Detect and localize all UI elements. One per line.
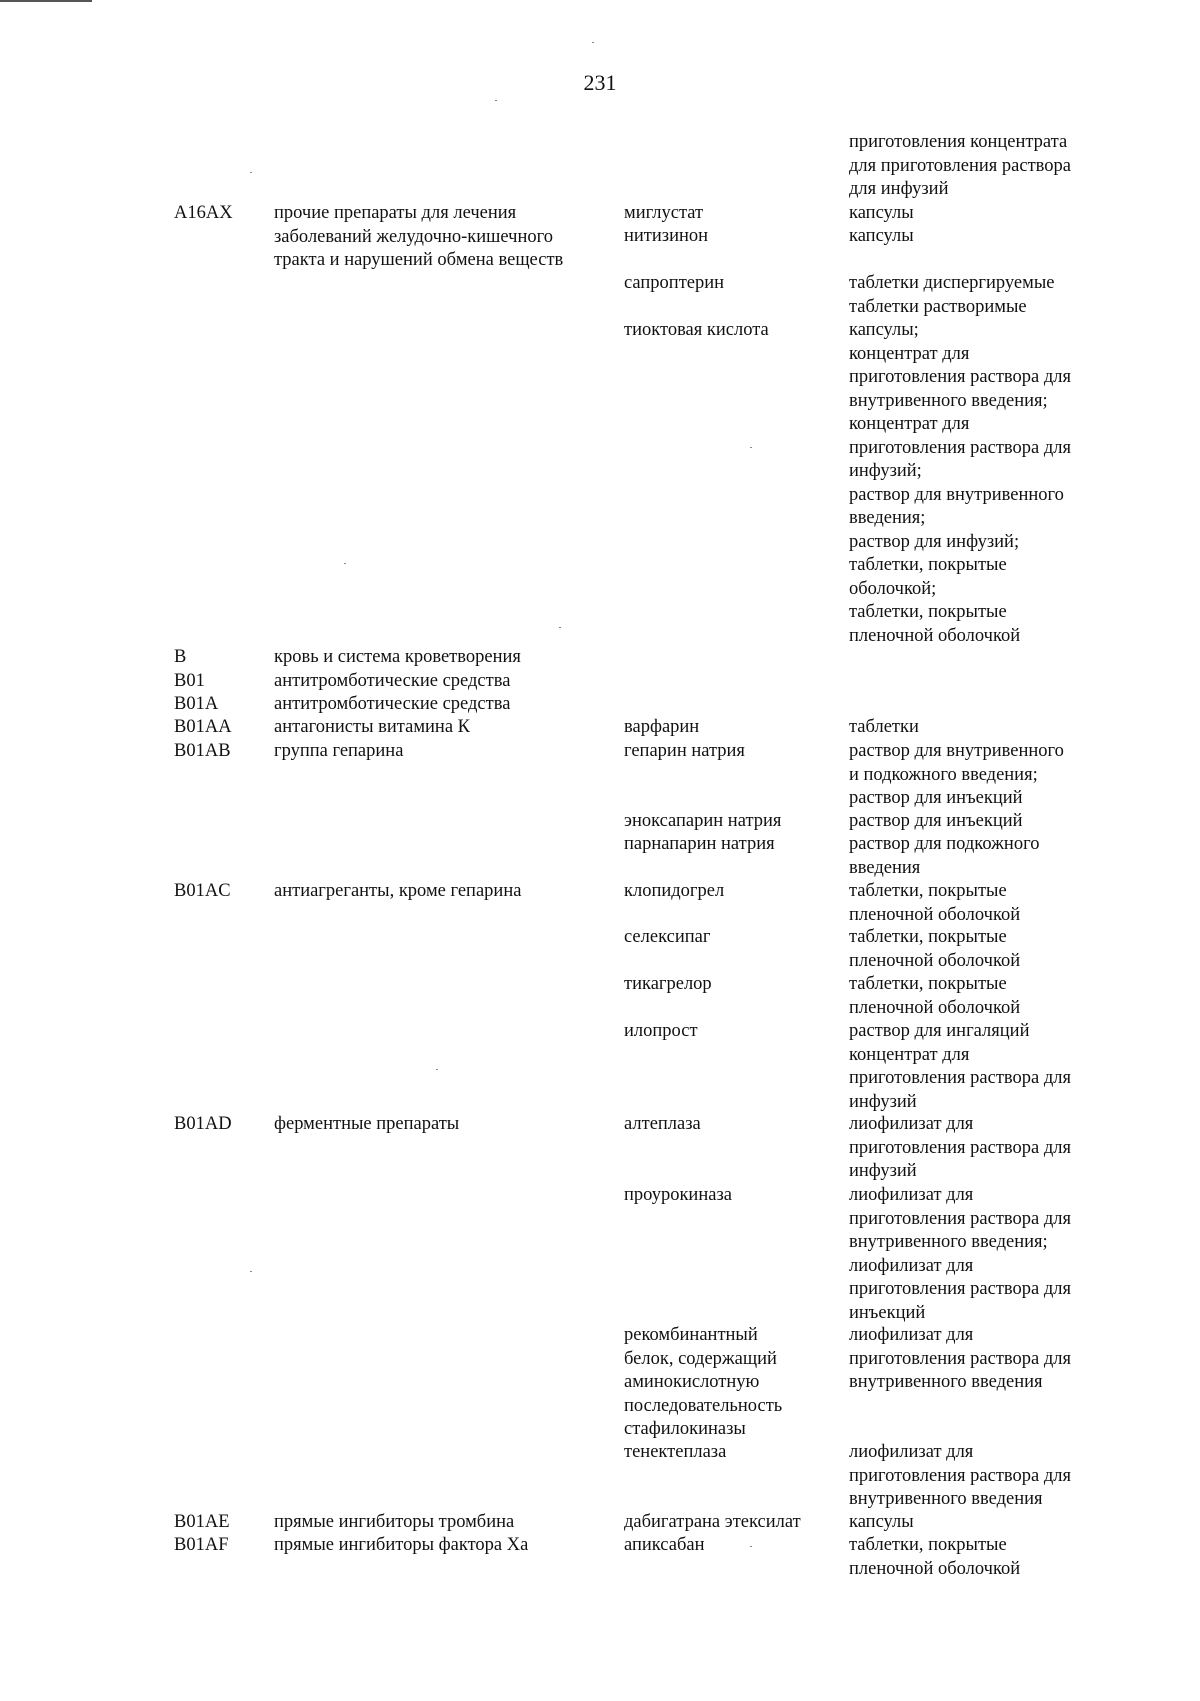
- drug-name: миглустат: [624, 203, 704, 223]
- drug-name: дабигатрана этексилат: [624, 1512, 801, 1532]
- dosage-form: таблетки: [849, 717, 919, 737]
- drug-name: клопидогрел: [624, 881, 725, 901]
- scan-speck: [559, 627, 561, 628]
- scan-speck: [592, 42, 594, 43]
- group-name: прочие препараты для лечения заболеваний желудочно-кишечного тракта и нарушений обмена веществ: [274, 203, 564, 270]
- dosage-form: раствор для подкожного введения: [849, 834, 1040, 878]
- drug-name: варфарин: [624, 717, 700, 737]
- scan-speck: [750, 1546, 752, 1547]
- atc-code: A16AX: [174, 203, 233, 223]
- drug-name: тиоктовая кислота: [624, 320, 769, 340]
- scan-speck: [250, 172, 252, 173]
- drug-name: илопрост: [624, 1021, 698, 1041]
- group-name: ферментные препараты: [274, 1114, 460, 1134]
- atc-code: B01AF: [174, 1535, 229, 1555]
- dosage-form: лиофилизат для приготовления раствора для внутривенного введения: [849, 1325, 1071, 1392]
- drug-name: гепарин натрия: [624, 741, 745, 761]
- drug-name: проурокиназа: [624, 1185, 732, 1205]
- dosage-form: таблетки, покрытые пленочной оболочкой: [849, 881, 1021, 925]
- scan-speck: [495, 100, 497, 101]
- atc-code: B01AC: [174, 881, 231, 901]
- drug-name: тикагрелор: [624, 974, 712, 994]
- atc-code: B01AD: [174, 1114, 232, 1134]
- drug-name: алтеплаза: [624, 1114, 701, 1134]
- drug-name: нитизинон: [624, 226, 709, 246]
- atc-code: B01AE: [174, 1512, 230, 1532]
- dosage-form: таблетки, покрытые пленочной оболочкой: [849, 927, 1021, 971]
- dosage-form: лиофилизат для приготовления раствора для инфузий: [849, 1114, 1071, 1181]
- dosage-form: лиофилизат для приготовления раствора для внутривенного введения: [849, 1442, 1071, 1509]
- atc-code: B01A: [174, 694, 219, 714]
- group-name: прямые ингибиторы тромбина: [274, 1512, 515, 1532]
- scan-speck: [250, 1271, 252, 1272]
- group-name: кровь и система кроветворения: [274, 647, 521, 667]
- dosage-form: лиофилизат для приготовления раствора для внутривенного введения; лиофилизат для приготовления раствора для инъекций: [849, 1185, 1071, 1323]
- group-name: антитромботические средства: [274, 694, 511, 714]
- dosage-form: приготовления концентрата для приготовления раствора для инфузий: [849, 132, 1071, 199]
- drug-name: апиксабан: [624, 1535, 705, 1555]
- dosage-form: капсулы: [849, 226, 914, 246]
- group-name: антитромботические средства: [274, 671, 511, 691]
- dosage-form: таблетки, покрытые пленочной оболочкой: [849, 1535, 1021, 1579]
- group-name: группа гепарина: [274, 741, 404, 761]
- group-name: антагонисты витамина К: [274, 717, 471, 737]
- dosage-form: таблетки диспергируемые таблетки растворимые: [849, 273, 1055, 317]
- scan-speck: [436, 1069, 438, 1070]
- scan-speck: [750, 447, 752, 448]
- top-edge-rule: [0, 0, 92, 2]
- dosage-form: таблетки, покрытые пленочной оболочкой: [849, 974, 1021, 1018]
- dosage-form: раствор для внутривенного и подкожного введения; раствор для инъекций: [849, 741, 1064, 808]
- page-number: 231: [583, 70, 617, 95]
- atc-code: B: [174, 647, 187, 667]
- dosage-form: раствор для инъекций: [849, 811, 1023, 831]
- scan-speck: [344, 563, 346, 564]
- atc-code: B01AB: [174, 741, 231, 761]
- drug-name: парнапарин натрия: [624, 834, 775, 854]
- group-name: прямые ингибиторы фактора Ха: [274, 1535, 529, 1555]
- drug-name: рекомбинантный белок, содержащий аминокислотную последовательность стафилокиназы: [624, 1325, 783, 1439]
- drug-name: селексипаг: [624, 927, 711, 947]
- atc-code: B01AA: [174, 717, 232, 737]
- drug-name: тенектеплаза: [624, 1442, 727, 1462]
- dosage-form: капсулы: [849, 1512, 914, 1532]
- dosage-form: раствор для ингаляций концентрат для приготовления раствора для инфузий: [849, 1021, 1071, 1112]
- dosage-form: капсулы; концентрат для приготовления раствора для внутривенного введения; концентрат для приготовления раствора для инфузий; раствор для внутривенного введения; раствор для инфузий; таблетки, покрытые оболочкой; таблетки, покрытые пленочной оболочкой: [849, 320, 1071, 646]
- drug-name: эноксапарин натрия: [624, 811, 782, 831]
- drug-name: сапроптерин: [624, 273, 725, 293]
- atc-code: B01: [174, 671, 205, 691]
- group-name: антиагреганты, кроме гепарина: [274, 881, 522, 901]
- dosage-form: капсулы: [849, 203, 914, 223]
